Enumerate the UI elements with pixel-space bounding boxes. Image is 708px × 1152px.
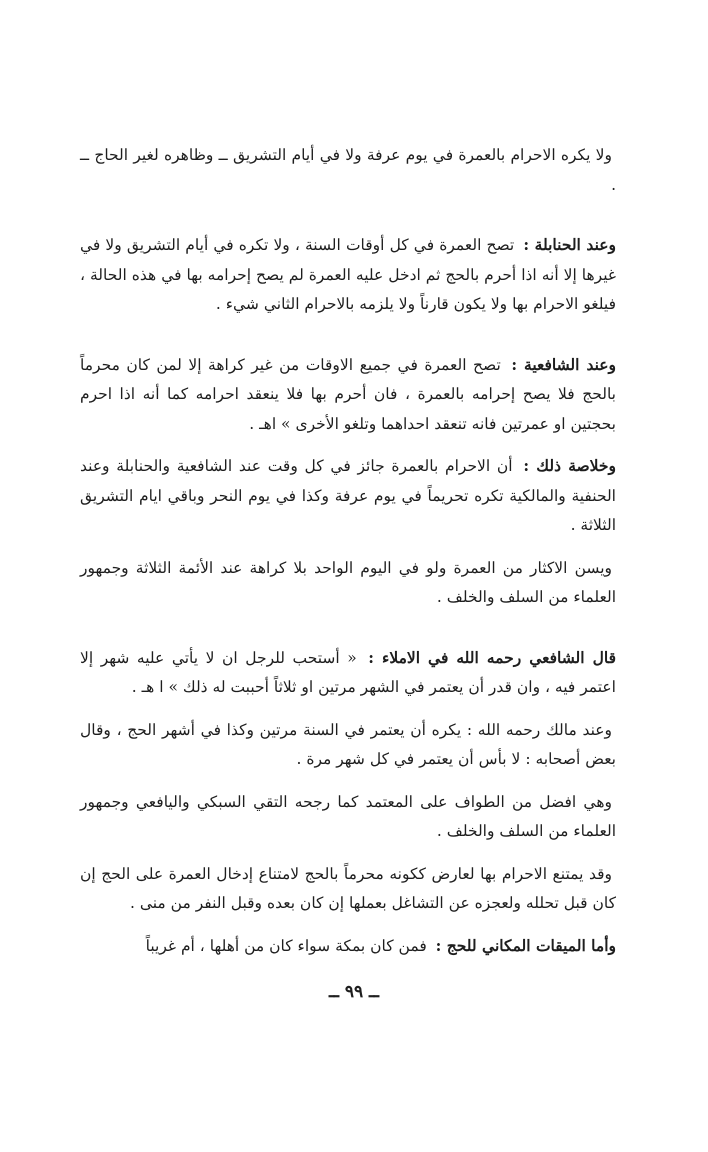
paragraph-7 <box>80 715 616 775</box>
paragraph-3-lead: وعند الشافعية : <box>511 354 616 374</box>
paragraph-10-lead: وأما الميقات المكاني للحج : <box>435 935 616 955</box>
paragraph-6-lead: قال الشافعي رحمه الله في الاملاء : <box>368 647 616 667</box>
paragraph-4-text: أن الاحرام بالعمرة جائز في كل وقت عند الشافعية والحنابلة وعند الحنفية والمالكية تكره تحريماً في يوم عرفة وكذا في يوم النحر وباقي ايام التشريق الثلاثة . <box>80 457 616 534</box>
paragraph-1-text: ولا يكره الاحرام بالعمرة في يوم عرفة ولا في أيام التشريق ــ وظاهره لغير الحاج ــ . <box>80 146 616 194</box>
paragraph-8-text: وهي افضل من الطواف على المعتمد كما رجحه التقي السبكي واليافعي وجمهور العلماء من السلف والخلف . <box>80 792 616 840</box>
page-body <box>80 140 616 961</box>
paragraph-3 <box>80 350 616 440</box>
paragraph-10 <box>80 931 616 962</box>
paragraph-1 <box>80 140 616 200</box>
paragraph-6-text: « أستحب للرجل ان لا يأتي عليه شهر إلا اعتمر فيه ، وان قدر أن يعتمر في الشهر مرتين او ثلاثاً أحببت له ذلك » ا هـ . <box>80 648 616 696</box>
paragraph-2-text: تصح العمرة في كل أوقات السنة ، ولا تكره في أيام التشريق ولا في غيرها إلا أنه اذا أحرم بالحج ثم ادخل عليه العمرة لم يصح إحرامه بها في هذه الحالة ، فيلغو الاحرام بها ولا يكون قارناً ولا يلزمه بالاحرام الثاني شيء . <box>80 236 616 313</box>
paragraph-9-text: وقد يمتنع الاحرام بها لعارض ككونه محرماً بالحج لامتناع إدخال العمرة على الحج إن كان قبل تحلله ولعجزه عن التشاغل بعملها إن كان بعده وقبل النفر من منى . <box>80 864 616 912</box>
paragraph-4 <box>80 451 616 541</box>
paragraph-6 <box>80 643 616 703</box>
paragraph-3-text: تصح العمرة في جميع الاوقات من غير كراهة إلا لمن كان محرماً بالحج فلا يصح إحرامه بالعمرة ، فان أحرم بها فلا ينعقد احرامه كما أنه اذا احرم بحجتين او عمرتين فانه تنعقد احداهما وتلغو الأخرى » اهـ . <box>80 355 616 433</box>
paragraph-2 <box>80 230 616 320</box>
paragraph-8 <box>80 787 616 847</box>
paragraph-2-lead: وعند الحنابلة : <box>523 235 616 254</box>
paragraph-10-text: فمن كان بمكة سواء كان من أهلها ، أم غريباً <box>145 936 427 955</box>
page-number: ــ ٩٩ ــ <box>328 982 380 1002</box>
paragraph-5-text: ويسن الاكثار من العمرة ولو في اليوم الواحد بلا كراهة عند الأئمة الثلاثة وجمهور العلماء من السلف والخلف . <box>80 558 616 606</box>
paragraph-7-text: وعند مالك رحمه الله : يكره أن يعتمر في السنة مرتين وكذا في أشهر الحج ، وقال بعض أصحابه : لا بأس أن يعتمر في كل شهر مرة . <box>80 720 616 768</box>
paragraph-5 <box>80 553 616 613</box>
paragraph-9 <box>80 859 616 919</box>
paragraph-4-lead: وخلاصة ذلك : <box>523 456 616 475</box>
